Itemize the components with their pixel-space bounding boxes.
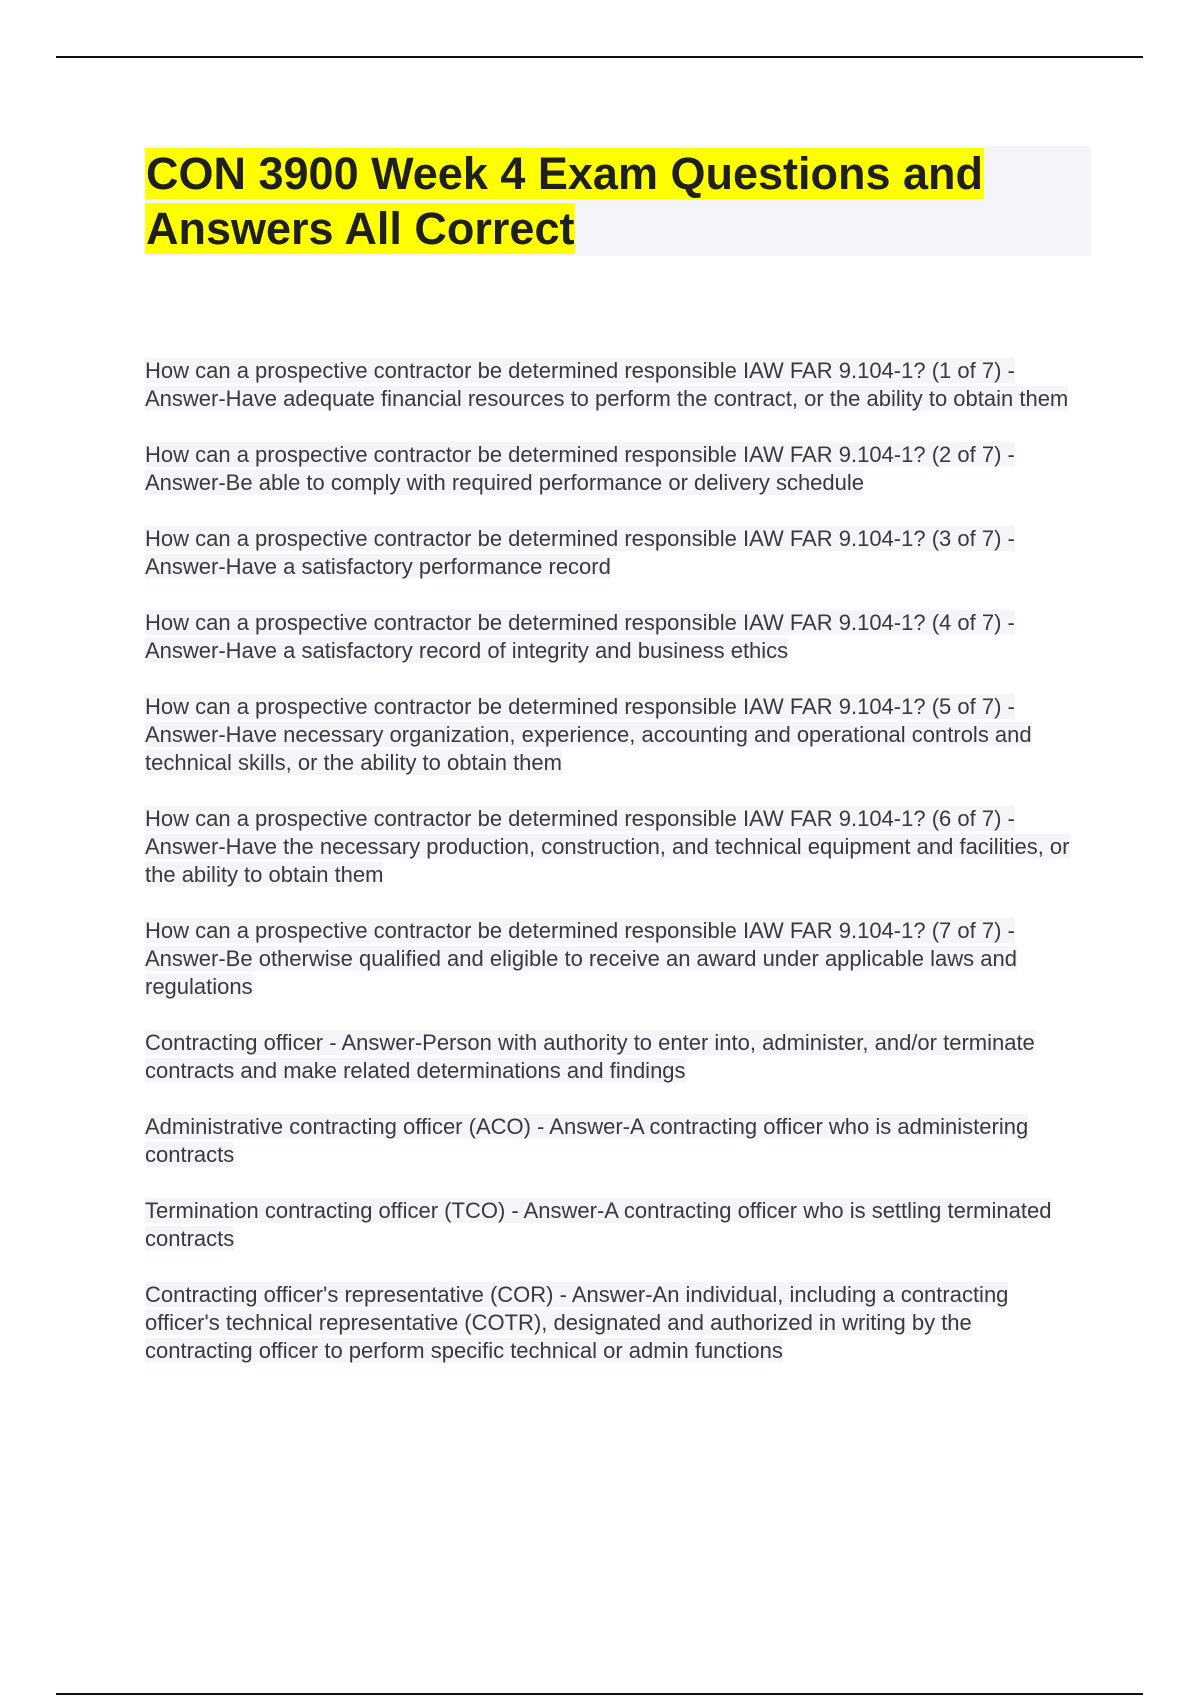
- qa-text: How can a prospective contractor be determined responsible IAW FAR 9.104-1? (3 of 7) - Answer-Have a satisfactory performance record: [145, 526, 1015, 579]
- bottom-rule: [56, 1693, 1143, 1695]
- qa-item: [145, 1029, 1085, 1085]
- qa-text: How can a prospective contractor be determined responsible IAW FAR 9.104-1? (5 of 7) - Answer-Have necessary organization, experience, accounting and operational controls and technical skills, or the ability to obtain them: [145, 694, 1032, 775]
- qa-text: Contracting officer's representative (COR) - Answer-An individual, including a contracting officer's technical representative (COTR), designated and authorized in writing by the contracting officer to perform specific technical or admin functions: [145, 1282, 1009, 1363]
- title-block: [145, 146, 1091, 256]
- qa-item: [145, 441, 1085, 497]
- qa-text: How can a prospective contractor be determined responsible IAW FAR 9.104-1? (4 of 7) - Answer-Have a satisfactory record of integrity and business ethics: [145, 610, 1015, 663]
- qa-item: [145, 357, 1085, 413]
- qa-text: Contracting officer - Answer-Person with authority to enter into, administer, and/or terminate contracts and make related determinations and findings: [145, 1030, 1035, 1083]
- qa-item: [145, 525, 1085, 581]
- qa-item: [145, 693, 1085, 777]
- qa-text: How can a prospective contractor be determined responsible IAW FAR 9.104-1? (6 of 7) - Answer-Have the necessary production, construction, and technical equipment and facilities, or the ability to obtain them: [145, 806, 1070, 887]
- document-title: [145, 146, 1091, 256]
- title-line-2: Answers All Correct: [146, 203, 575, 254]
- qa-text: How can a prospective contractor be determined responsible IAW FAR 9.104-1? (2 of 7) - Answer-Be able to comply with required performance or delivery schedule: [145, 442, 1015, 495]
- qa-text: Termination contracting officer (TCO) - Answer-A contracting officer who is settling terminated contracts: [145, 1198, 1052, 1251]
- qa-item: [145, 1281, 1085, 1365]
- qa-item: [145, 609, 1085, 665]
- qa-text: How can a prospective contractor be determined responsible IAW FAR 9.104-1? (1 of 7) - Answer-Have adequate financial resources to perform the contract, or the ability to obtain them: [145, 358, 1069, 411]
- qa-text: How can a prospective contractor be determined responsible IAW FAR 9.104-1? (7 of 7) - Answer-Be otherwise qualified and eligible to receive an award under applicable laws and regulations: [145, 918, 1017, 999]
- qa-item: [145, 917, 1085, 1001]
- qa-item: [145, 1113, 1085, 1169]
- qa-item: [145, 1197, 1085, 1253]
- top-rule: [56, 56, 1143, 58]
- qa-item: [145, 805, 1085, 889]
- title-line-1: CON 3900 Week 4 Exam Questions and: [146, 148, 984, 199]
- qa-text: Administrative contracting officer (ACO) - Answer-A contracting officer who is administering contracts: [145, 1114, 1029, 1167]
- qa-list: [145, 357, 1085, 1393]
